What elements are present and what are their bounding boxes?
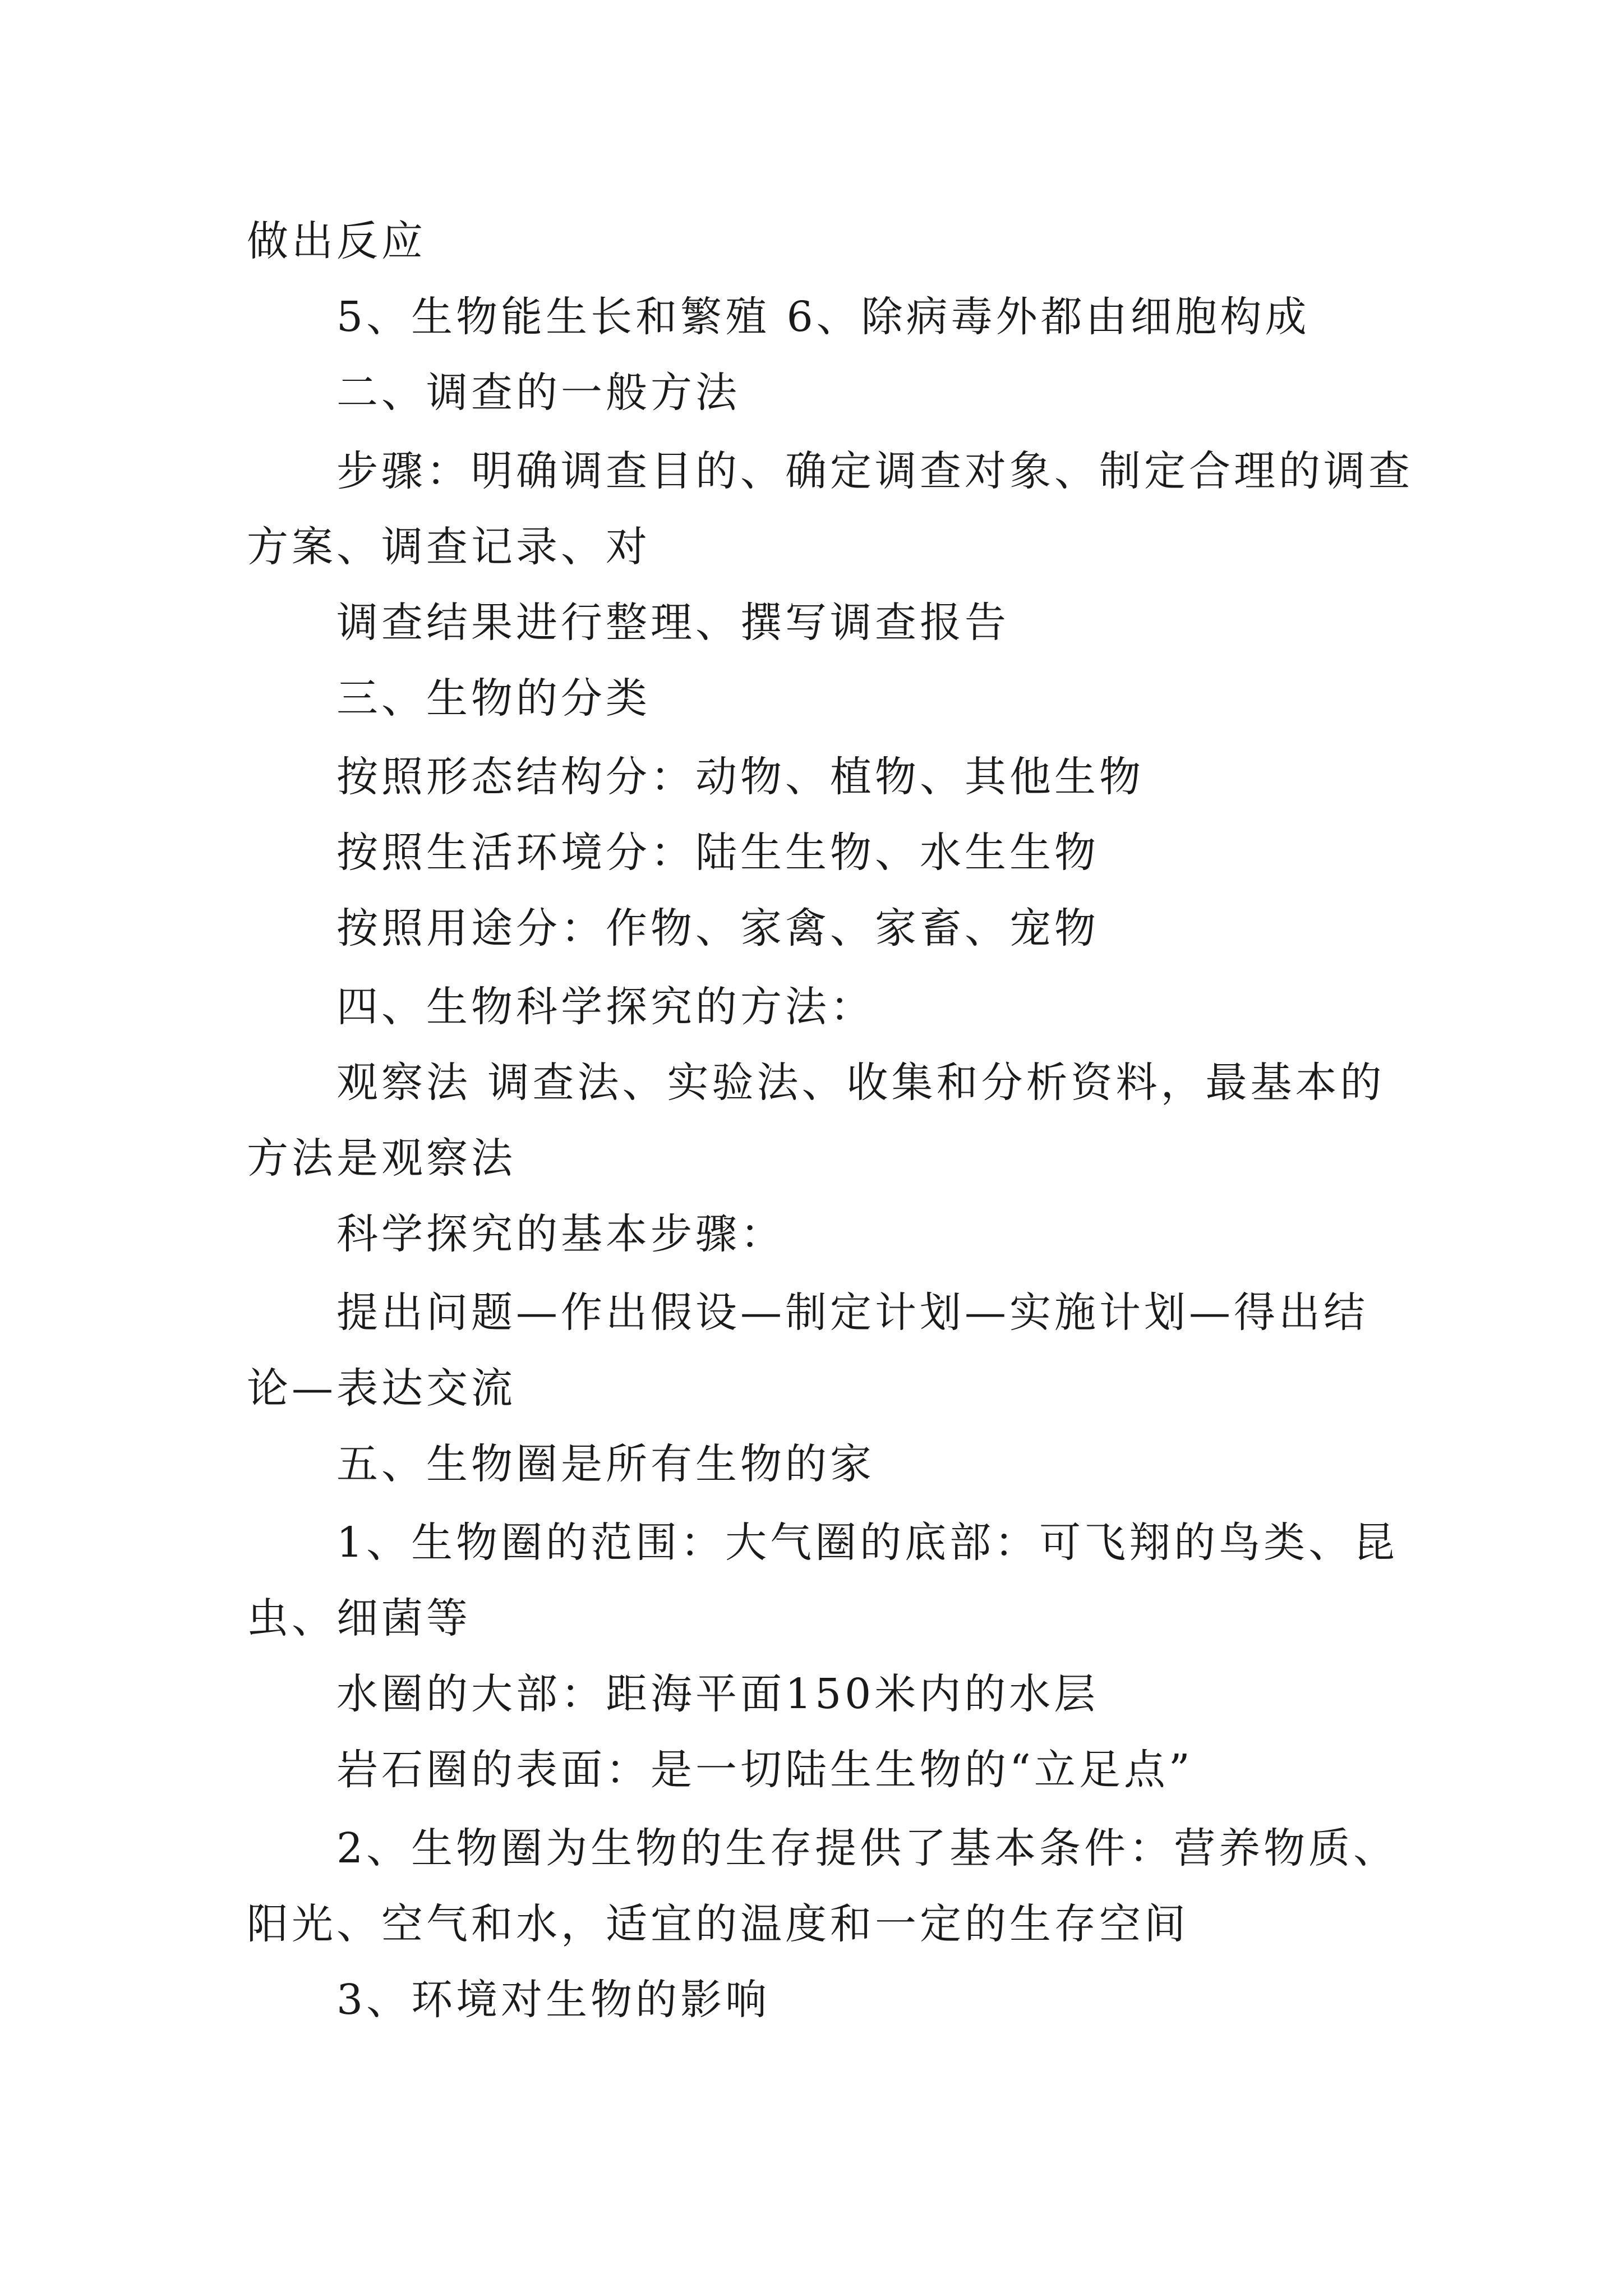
text-line: 按照形态结构分：动物、植物、其他生物 xyxy=(336,753,1144,801)
text-line: 岩石圈的表面：是一切陆生生物的“立足点” xyxy=(336,1746,1193,1794)
text-line: 调查结果进行整理、撰写调查报告 xyxy=(336,599,1009,647)
text-line: 方法是观察法 xyxy=(247,1134,516,1182)
text-line: 水圈的大部：距海平面150米内的水层 xyxy=(336,1670,1099,1718)
text-line: 5、生物能生长和繁殖 6、除病毒外都由细胞构成 xyxy=(336,293,1310,341)
text-line: 阳光、空气和水，适宜的温度和一定的生存空间 xyxy=(247,1900,1189,1948)
text-line: 做出反应 xyxy=(247,217,426,265)
text-line: 2、生物圈为生物的生存提供了基本条件：营养物质、 xyxy=(336,1824,1399,1872)
text-line: 科学探究的基本步骤： xyxy=(336,1210,785,1258)
section-heading: 五、生物圈是所有生物的家 xyxy=(336,1440,875,1488)
text-line: 论—表达交流 xyxy=(247,1364,516,1412)
text-line: 方案、调查记录、对 xyxy=(247,523,651,571)
text-line: 虫、细菌等 xyxy=(247,1594,471,1642)
section-heading: 四、生物科学探究的方法： xyxy=(336,983,875,1031)
section-heading: 二、调查的一般方法 xyxy=(336,369,740,417)
section-heading: 三、生物的分类 xyxy=(336,674,651,723)
text-line: 3、环境对生物的影响 xyxy=(336,1976,771,2024)
text-line: 步骤：明确调查目的、确定调查对象、制定合理的调查 xyxy=(336,447,1413,495)
text-line: 按照用途分：作物、家禽、家畜、宠物 xyxy=(336,904,1099,953)
text-line: 按照生活环境分：陆生生物、水生生物 xyxy=(336,829,1099,877)
text-line: 观察法 调查法、实验法、收集和分析资料，最基本的 xyxy=(336,1059,1385,1107)
text-line: 提出问题—作出假设—制定计划—实施计划—得出结 xyxy=(336,1289,1368,1337)
text-line: 1、生物圈的范围：大气圈的底部：可飞翔的鸟类、昆 xyxy=(336,1519,1399,1567)
